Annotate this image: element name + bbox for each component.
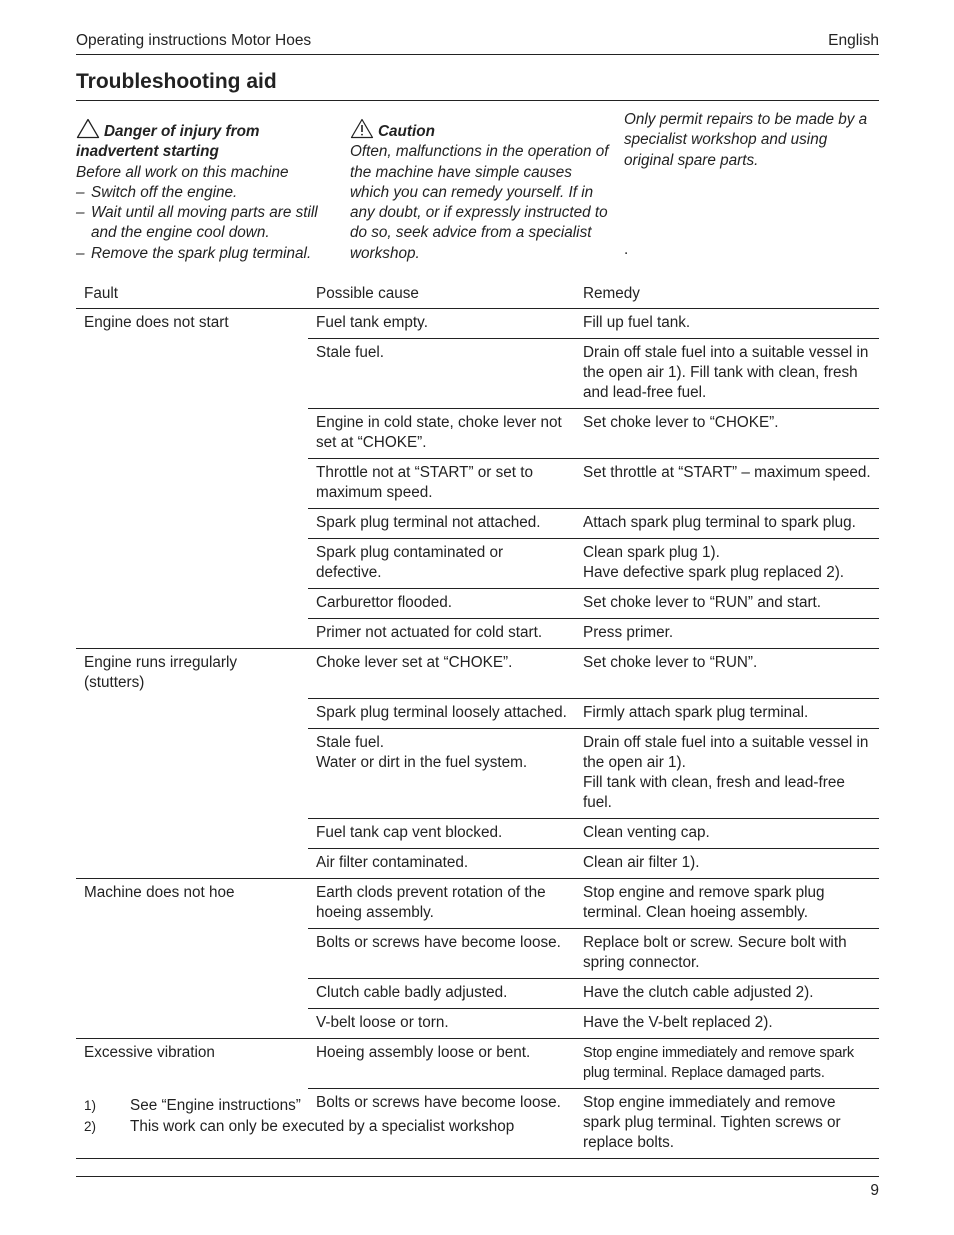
remedy-cell: Set throttle at “START” – maximum speed. [575,459,879,509]
trailing-mark: . [624,241,629,258]
safety-notices [76,110,879,270]
danger-item: – Switch off the engine. [76,183,336,203]
remedy-cell: Fill up fuel tank. [575,309,879,339]
header-cause: Possible cause [308,282,575,309]
remedy-cell: Clean venting cap. [575,818,879,848]
cause-cell: Bolts or screws have become loose. [308,928,575,978]
warning-exclamation-icon [350,118,374,139]
document-title: Operating instructions Motor Hoes [76,32,312,49]
fault-cell [76,509,308,539]
footnote-text: See “Engine instructions” [130,1097,301,1114]
cause-cell: Spark plug terminal not attached. [308,509,575,539]
caution-notice [350,118,610,264]
cause-cell: Throttle not at “START” or set to maximum speed. [308,459,575,509]
cause-cell: Earth clods prevent rotation of the hoeing assembly. [308,878,575,928]
cause-cell: Bolts or screws have become loose. [308,1088,575,1158]
table-header-row [76,282,879,309]
danger-heading [76,118,336,163]
cause-cell: Stale fuel. [308,339,575,409]
danger-heading-text: Danger of injury from inadvertent starting [76,123,260,161]
table-row [76,539,879,589]
cause-cell: Carburettor flooded. [308,589,575,619]
repairs-notice: Only permit repairs to be made by a specialist workshop and using original spare parts. [624,111,868,169]
caution-heading-text: Caution [378,123,435,140]
cause-cell: Primer not actuated for cold start. [308,619,575,649]
table-row [76,649,879,699]
cause-cell: Fuel tank empty. [308,309,575,339]
fault-cell [76,728,308,818]
danger-notice [76,118,336,264]
cause-cell: Hoeing assembly loose or bent. [308,1038,575,1088]
table-row [76,818,879,848]
footnote [84,1095,879,1116]
remedy-cell: Attach spark plug terminal to spark plug. [575,509,879,539]
remedy-cell: Have the V-belt replaced 2). [575,1008,879,1038]
footnote-number: 1) [84,1098,97,1113]
danger-item: – Wait until all moving parts are still and the engine cool down. [76,203,336,244]
cause-cell: Spark plug contaminated or defective. [308,539,575,589]
footnotes [84,1095,879,1137]
table-row [76,619,879,649]
table-row [76,409,879,459]
header-remedy: Remedy [575,282,879,309]
table-row [76,1008,879,1038]
remedy-cell: Drain off stale fuel into a suitable vessel in the open air 1). Fill tank with clean, fresh and lead-free fuel. [575,339,879,409]
table-row [76,589,879,619]
cause-cell: Spark plug terminal loosely attached. [308,698,575,728]
danger-item: – Remove the spark plug terminal. [76,244,336,264]
table-row [76,509,879,539]
fault-cell: Engine runs irregularly (stutters) [84,654,238,691]
table-row [76,728,879,818]
fault-cell [76,698,308,728]
fault-cell [76,978,308,1008]
fault-cell [76,848,308,878]
remedy-cell: Replace bolt or screw. Secure bolt with spring connector. [575,928,879,978]
fault-cell [76,619,308,649]
fault-cell [76,928,308,978]
table-row [76,978,879,1008]
cause-cell: Choke lever set at “CHOKE”. [308,649,575,699]
page-number: 9 [870,1182,879,1199]
caution-text: Often, malfunctions in the operation of the machine have simple causes which you can remedy yourself. If in any doubt, or if expressly instructed to do so, seek advice from a specialist workshop. [350,143,609,262]
fault-cell: Engine does not start [84,314,229,331]
table-row [76,459,879,509]
remedy-cell: Stop engine and remove spark plug terminal. Clean hoeing assembly. [575,878,879,928]
cause-cell: Fuel tank cap vent blocked. [308,818,575,848]
danger-intro: Before all work on this machine [76,163,289,181]
cause-cell: V-belt loose or torn. [308,1008,575,1038]
table-body [76,309,879,1159]
footnote-text: This work can only be executed by a specialist workshop [130,1118,515,1135]
table-row [76,309,879,339]
section-title: Troubleshooting aid [76,70,879,101]
caution-heading [350,118,610,142]
fault-cell [76,409,308,459]
warning-triangle-icon [76,118,100,139]
remedy-cell: Set choke lever to “CHOKE”. [575,409,879,459]
cause-cell: Clutch cable badly adjusted. [308,978,575,1008]
fault-cell [76,539,308,589]
fault-cell: Machine does not hoe [84,883,235,901]
table-row [76,848,879,878]
remedy-cell: Have the clutch cable adjusted 2). [575,978,879,1008]
table-row [76,928,879,978]
fault-cell [76,339,308,409]
remedy-cell: Set choke lever to “RUN” and start. [575,589,879,619]
remedy-cell: Firmly attach spark plug terminal. [575,698,879,728]
table-row [76,339,879,409]
remedy-cell: Stop engine immediately and remove spark plug terminal. Tighten screws or replace bolts. [575,1088,879,1158]
danger-list [76,183,336,264]
footnote [84,1116,879,1137]
table-row [76,698,879,728]
table-row [76,878,879,928]
fault-cell [76,1008,308,1038]
remedy-cell: Clean spark plug 1). Have defective spark plug replaced 2). [575,539,879,589]
running-header [76,30,879,55]
fault-cell [76,459,308,509]
remedy-cell: Drain off stale fuel into a suitable vessel in the open air 1). Fill tank with clean, fresh and lead-free fuel. [575,728,879,818]
troubleshooting-table [76,282,879,1159]
fault-cell [76,589,308,619]
cause-cell: Engine in cold state, choke lever not set at “CHOKE”. [308,409,575,459]
header-fault: Fault [76,282,308,309]
page-footer [76,1176,879,1199]
remedy-cell: Set choke lever to “RUN”. [575,649,879,699]
table-row [76,1038,879,1088]
footnote-number: 2) [84,1119,97,1134]
remedy-cell: Press primer. [575,619,879,649]
fault-cell [76,818,308,848]
remedy-cell: Stop engine immediately and remove spark plug terminal. Replace damaged parts. [575,1038,879,1088]
fault-cell: Excessive vibration [84,1043,215,1061]
cause-cell: Stale fuel. Water or dirt in the fuel system. [308,728,575,818]
cause-cell: Air filter contaminated. [308,848,575,878]
remedy-cell: Clean air filter 1). [575,848,879,878]
language-label: English [828,32,879,49]
